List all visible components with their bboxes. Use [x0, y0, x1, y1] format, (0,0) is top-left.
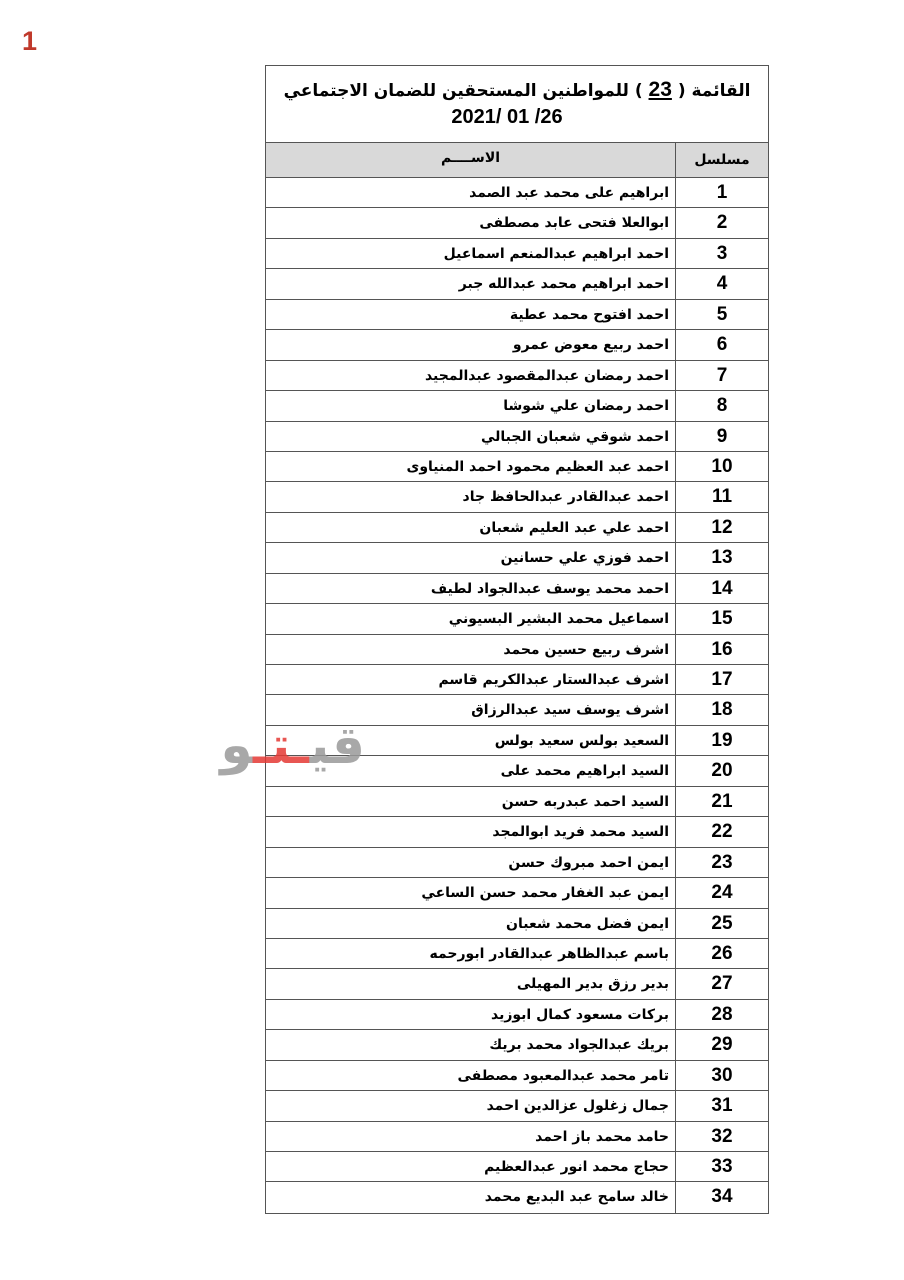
table-row — [266, 909, 768, 939]
row-serial: 29 — [675, 1030, 768, 1059]
row-name: خالد سامح عبد البديع محمد — [484, 1189, 669, 1206]
table-row — [266, 848, 768, 878]
table-row — [266, 422, 768, 452]
table-row — [266, 1030, 768, 1060]
row-serial: 2 — [675, 208, 768, 237]
row-serial: 33 — [675, 1152, 768, 1181]
row-name: اسماعيل محمد البشير البسيوني — [448, 611, 669, 628]
row-name: السعيد بولس سعيد بولس — [494, 732, 669, 749]
row-name: اشرف ربيع حسين محمد — [503, 641, 669, 658]
row-name: احمد علي عبد العليم شعبان — [479, 519, 669, 536]
table-row — [266, 482, 768, 512]
row-serial: 5 — [675, 300, 768, 329]
table-row — [266, 330, 768, 360]
row-name: احمد ابراهيم عبدالمنعم اسماعيل — [443, 245, 669, 262]
row-serial: 12 — [675, 513, 768, 542]
table-row — [266, 817, 768, 847]
table-row — [266, 361, 768, 391]
row-name: ايمن فضل محمد شعبان — [506, 915, 669, 932]
beneficiaries-list-sheet — [265, 65, 769, 1214]
row-name: السيد ابراهيم محمد على — [500, 763, 669, 780]
row-serial: 20 — [675, 756, 768, 785]
row-serial: 28 — [675, 1000, 768, 1029]
table-row — [266, 452, 768, 482]
row-name: احمد ربيع معوض عمرو — [512, 337, 669, 354]
row-name: بدير رزق بدير المهيلى — [516, 976, 669, 993]
title-line — [266, 66, 768, 103]
row-serial: 27 — [675, 969, 768, 998]
row-serial: 18 — [675, 695, 768, 724]
row-name: تامر محمد عبدالمعبود مصطفى — [457, 1067, 669, 1084]
table-row — [266, 269, 768, 299]
row-name: احمد شوقي شعبان الجبالي — [481, 428, 669, 445]
row-name: احمد رمضان عبدالمقصود عبدالمجيد — [424, 367, 669, 384]
table-row — [266, 635, 768, 665]
watermark-logo: قيـتـو — [220, 716, 365, 776]
table-row — [266, 1152, 768, 1182]
row-serial: 34 — [675, 1182, 768, 1212]
row-name: ايمن احمد مبروك حسن — [508, 854, 669, 871]
table-row — [266, 878, 768, 908]
row-serial: 8 — [675, 391, 768, 420]
table-row — [266, 787, 768, 817]
row-name: احمد ابراهيم محمد عبدالله جبر — [458, 276, 669, 293]
list-title — [266, 66, 768, 143]
table-body — [266, 178, 768, 1213]
row-serial: 6 — [675, 330, 768, 359]
row-serial: 11 — [675, 482, 768, 511]
row-name: احمد عبد العظيم محمود احمد المنياوى — [406, 458, 669, 475]
row-serial: 15 — [675, 604, 768, 633]
row-serial: 23 — [675, 848, 768, 877]
row-name: احمد محمد يوسف عبدالجواد لطيف — [430, 580, 669, 597]
row-serial: 9 — [675, 422, 768, 451]
table-row — [266, 391, 768, 421]
row-serial: 10 — [675, 452, 768, 481]
table-row — [266, 1000, 768, 1030]
row-serial: 31 — [675, 1091, 768, 1120]
row-serial: 25 — [675, 909, 768, 938]
row-serial: 3 — [675, 239, 768, 268]
table-row — [266, 665, 768, 695]
row-serial: 21 — [675, 787, 768, 816]
header-serial: مسلسل — [675, 143, 768, 177]
row-name: جمال زغلول عزالدين احمد — [486, 1098, 669, 1115]
table-row — [266, 969, 768, 999]
row-serial: 14 — [675, 574, 768, 603]
page-number: 1 — [22, 26, 38, 56]
row-name: حجاج محمد انور عبدالعظيم — [484, 1159, 669, 1175]
table-row — [266, 1091, 768, 1121]
row-name: السيد احمد عبدربه حسن — [501, 793, 669, 810]
row-serial: 13 — [675, 543, 768, 572]
row-name: اشرف يوسف سيد عبدالرزاق — [471, 702, 669, 719]
title-suffix: ) للمواطنين المستحقين للضمان الاجتماعي — [283, 81, 643, 101]
row-serial: 26 — [675, 939, 768, 968]
row-serial: 22 — [675, 817, 768, 846]
table-row — [266, 178, 768, 208]
title-prefix: القائمة ( — [677, 81, 751, 101]
table-row — [266, 1122, 768, 1152]
row-name: بريك عبدالجواد محمد بريك — [489, 1037, 669, 1054]
row-name: احمد عبدالقادر عبدالحافظ جاد — [462, 489, 669, 506]
table-row — [266, 300, 768, 330]
row-serial: 4 — [675, 269, 768, 298]
table-row — [266, 239, 768, 269]
header-name: الاســــم — [440, 150, 501, 166]
table-row — [266, 604, 768, 634]
row-name: احمد فوزي علي حسانين — [500, 550, 669, 567]
row-name: ابراهيم على محمد عبد الصمد — [469, 185, 669, 201]
table-row — [266, 1182, 768, 1212]
table-header — [266, 143, 768, 178]
table-row — [266, 1061, 768, 1091]
list-date: 2021/ 01 /26 — [451, 106, 563, 128]
table-row — [266, 513, 768, 543]
row-serial: 32 — [675, 1122, 768, 1151]
table-row — [266, 543, 768, 573]
row-name: حامد محمد باز احمد — [535, 1128, 669, 1145]
row-name: احمد رمضان علي شوشا — [503, 398, 669, 415]
row-serial: 17 — [675, 665, 768, 694]
row-name: اشرف عبدالستار عبدالكريم قاسم — [438, 672, 669, 688]
table-row — [266, 574, 768, 604]
row-serial: 19 — [675, 726, 768, 755]
list-number: 23 — [648, 78, 672, 101]
row-name: باسم عبدالظاهر عبدالقادر ابورحمه — [429, 945, 669, 962]
row-serial: 30 — [675, 1061, 768, 1090]
row-serial: 24 — [675, 878, 768, 907]
table-row — [266, 208, 768, 238]
table-row — [266, 939, 768, 969]
row-name: بركات مسعود كمال ابوزيد — [490, 1006, 669, 1023]
row-name: احمد افتوح محمد عطية — [509, 306, 669, 323]
row-name: السيد محمد فريد ابوالمجد — [492, 824, 669, 841]
row-serial: 16 — [675, 635, 768, 664]
row-name: ايمن عبد الغفار محمد حسن الساعي — [421, 885, 669, 902]
row-serial: 1 — [675, 178, 768, 207]
row-name: ابوالعلا فتحى عابد مصطفى — [479, 215, 669, 232]
row-serial: 7 — [675, 361, 768, 390]
